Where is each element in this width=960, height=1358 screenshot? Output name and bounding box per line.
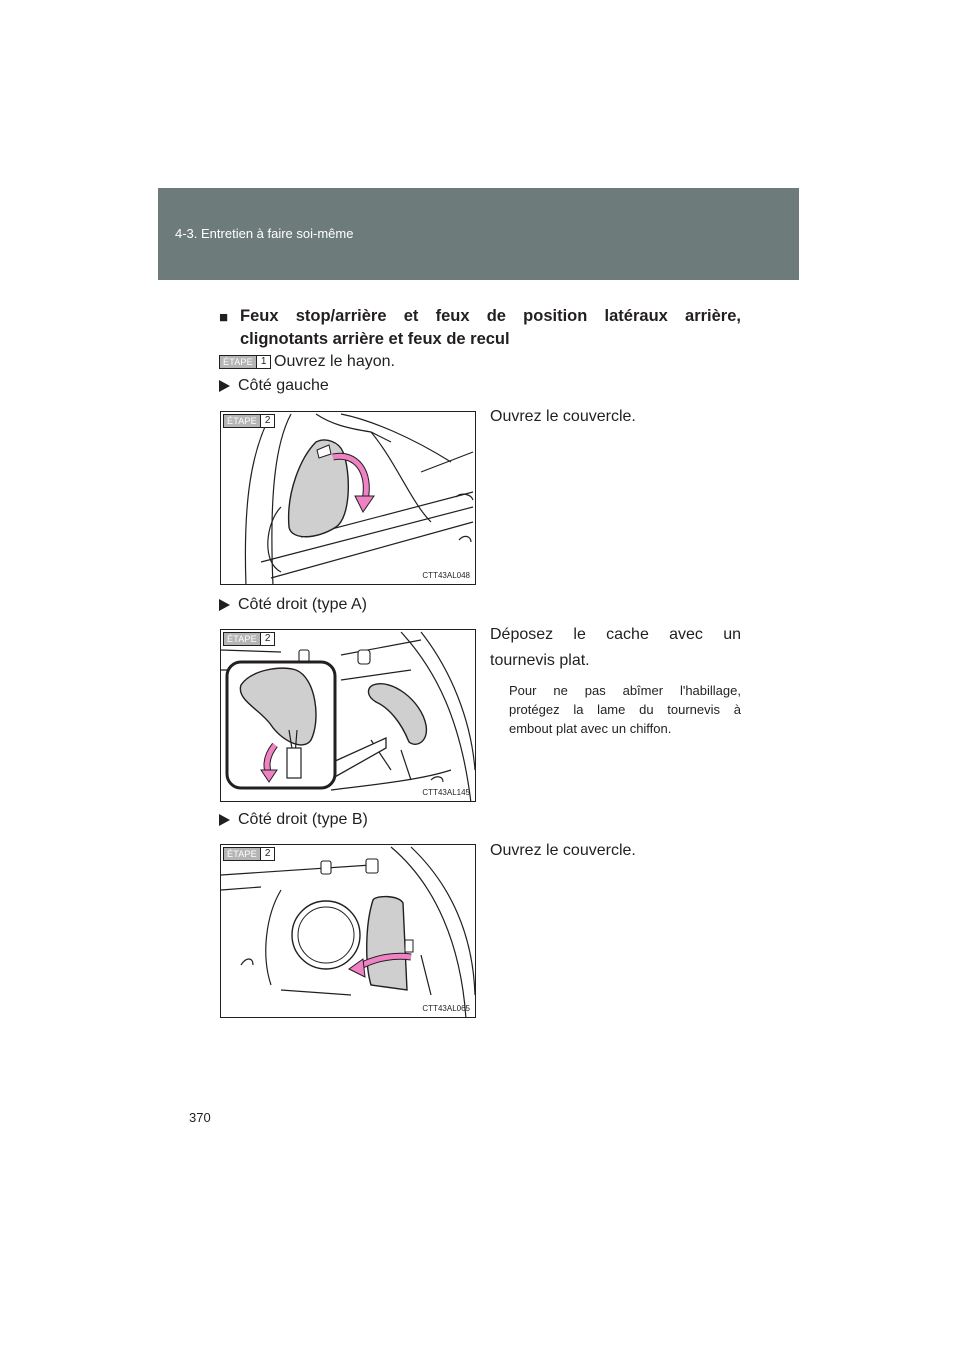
header-band: [158, 188, 799, 280]
left-side-illustration: [221, 412, 476, 585]
step-2-badge-type-b: ÉTAPE 2: [223, 847, 275, 861]
page-number: 370: [189, 1110, 211, 1125]
right-type-a-illustration: [221, 630, 476, 802]
type-a-instruction: Déposez le cache avec un tournevis plat.: [490, 626, 741, 669]
figure-right-side-type-b: [220, 844, 476, 1018]
right-type-b-illustration: [221, 845, 476, 1018]
type-b-instruction: Ouvrez le couvercle.: [490, 842, 636, 859]
left-side-instruction: Ouvrez le couvercle.: [490, 408, 636, 425]
step-2-badge-type-a: ÉTAPE 2: [223, 632, 275, 646]
type-a-note: Pour ne pas abîmer l'habillage, protégez la lame du tournevis à embout plat avec un chiffon.: [509, 683, 741, 736]
side-label-left: Côté gauche: [219, 377, 329, 395]
figure-left-side: [220, 411, 476, 585]
step-2-badge-left: ÉTAPE 2: [223, 414, 275, 428]
figure-code: CTT43AL065: [422, 1004, 470, 1013]
side-label-right-type-a: Côté droit (type A): [219, 596, 367, 614]
heading-line-2: clignotants arrière et feux de recul: [240, 330, 510, 348]
triangle-bullet-icon: [219, 814, 230, 826]
triangle-bullet-icon: [219, 380, 230, 392]
triangle-bullet-icon: [219, 599, 230, 611]
side-label-right-type-b: Côté droit (type B): [219, 811, 368, 829]
figure-code: CTT43AL145: [422, 788, 470, 797]
heading-line-1: Feux stop/arrière et feux de position latéraux arrière,: [240, 307, 741, 325]
section-title: 4-3. Entretien à faire soi-même: [175, 226, 354, 241]
step-1-badge: ÉTAPE 1: [219, 355, 271, 369]
figure-right-side-type-a: [220, 629, 476, 802]
square-bullet-icon: ■: [219, 309, 229, 326]
figure-code: CTT43AL048: [422, 571, 470, 580]
step-1-text: Ouvrez le hayon.: [274, 353, 395, 370]
